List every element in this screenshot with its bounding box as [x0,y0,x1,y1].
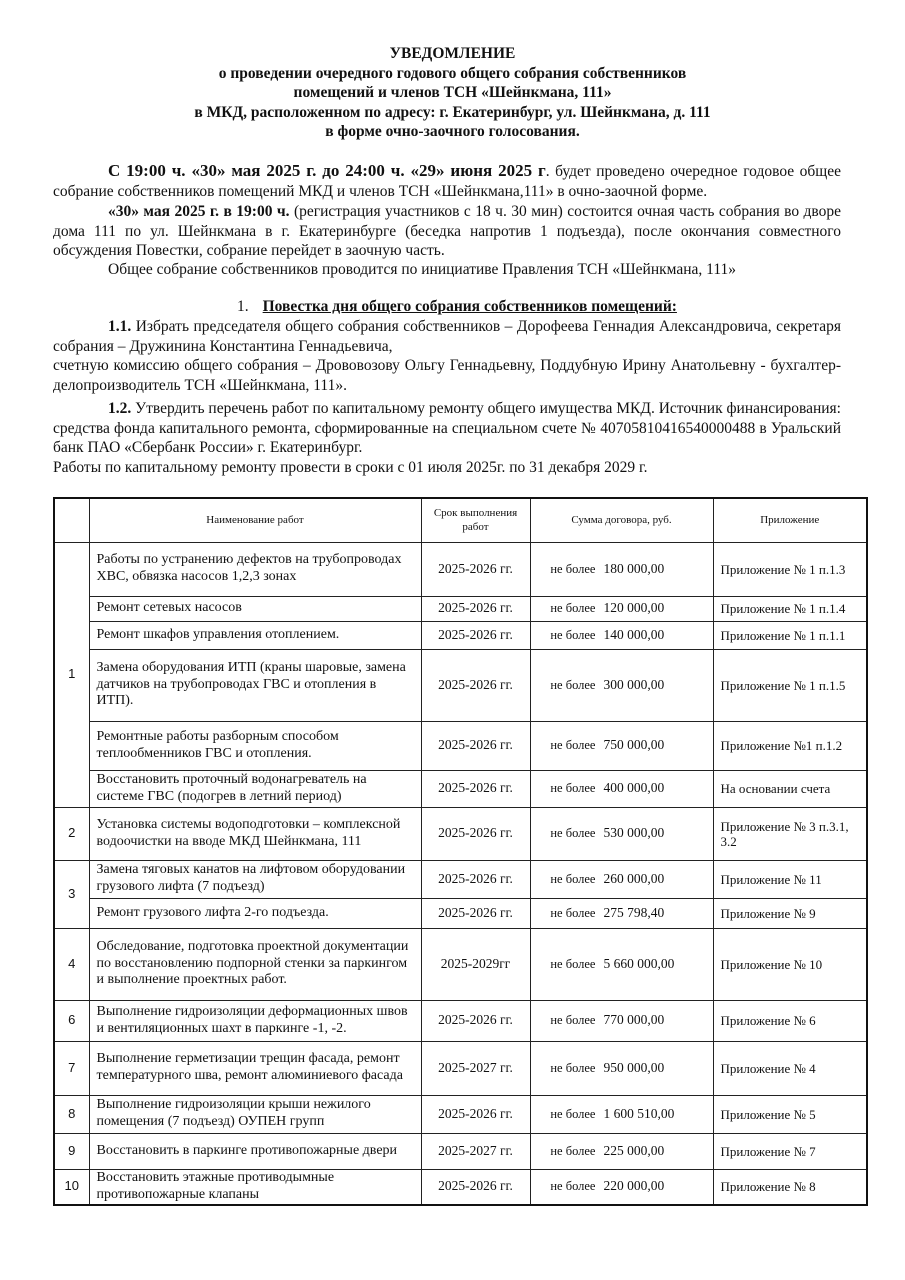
work-sum: 750 000,00 [603,737,665,753]
max-label: не более [550,1013,596,1028]
work-name: Обследование, подготовка проектной документации по восстановлению подпорной стенки за паркингом и выполнение проектных работ. [89,928,421,1000]
work-appendix: Приложение № 1 п.1.3 [713,542,867,596]
work-sum-cell [530,807,713,860]
intro-text: . будет проведено очередное годовое общее собрание собственников помещений МКД и членов ТСН «Шейнкмана,111» в очно-заочной форме. [53,163,841,200]
max-label: не более [550,1060,596,1075]
work-term: 2025-2026 гг. [421,621,530,649]
work-sum-cell [530,1000,713,1041]
work-term: 2025-2026 гг. [421,898,530,928]
agenda-title: Повестка дня общего собрания собственников помещений: [262,298,677,315]
work-sum-cell [530,1133,713,1169]
work-term: 2025-2026 гг. [421,649,530,721]
work-sum-cell [530,649,713,721]
header-appendix: Приложение [713,498,867,542]
max-label: не более [550,905,596,920]
work-sum-cell [530,860,713,898]
table-row [54,807,867,860]
header-term: Срок выполнения работ [421,498,530,542]
work-term: 2025-2026 гг. [421,1095,530,1133]
work-sum: 300 000,00 [603,676,665,692]
item-text: Утвердить перечень работ по капитальному ремонту общего имущества МКД. Источник финансирования: средства фонда капитального ремонта, сформированные на специальном счете № 40705810416540000488 в Уральский банк ПАО «Сбербанк России» г. Екатеринбург. [53,400,841,457]
table-row [54,1095,867,1133]
notice-subtitle-line: помещений и членов ТСН «Шейнкмана, 111» [293,84,612,101]
work-name: Работы по устранению дефектов на трубопроводах ХВС, обвязка насосов 1,2,3 зонах [89,542,421,596]
work-appendix: Приложение № 9 [713,898,867,928]
work-name: Выполнение гидроизоляции деформационных швов и вентиляционных шахт в паркинге -1, -2. [89,1000,421,1041]
max-label: не более [550,1143,596,1158]
row-number: 7 [54,1041,89,1095]
notice-title-block [60,44,845,142]
notice-subtitle-line: в форме очно-заочного голосования. [325,123,580,140]
work-name: Восстановить в паркинге противопожарные двери [89,1133,421,1169]
work-sum: 260 000,00 [603,870,665,886]
inperson-date: «30» мая 2025 г. в 19:00 ч. [108,203,290,220]
intro-paragraph-dates [53,161,841,201]
row-number: 9 [54,1133,89,1169]
max-label: не более [550,738,596,753]
agenda-item-1-2 [53,399,841,477]
work-sum: 220 000,00 [603,1178,665,1194]
work-appendix: Приложение № 6 [713,1000,867,1041]
work-name: Ремонт шкафов управления отоплением. [89,621,421,649]
work-appendix: Приложение № 1 п.1.5 [713,649,867,721]
intro-text: (регистрация участников с 18 ч. 30 мин) состоится очная часть собрания во дворе дома 111 по ул. Шейнкмана в г. Екатеринбурге (беседка напротив 1 подъезда), после окончания совместного обсуждения Повестки, собрание перейдет в заочную часть. [53,203,842,260]
work-sum-cell [530,898,713,928]
work-sum: 950 000,00 [603,1059,665,1075]
work-sum: 275 798,40 [603,904,665,920]
work-sum: 5 660 000,00 [603,955,675,971]
table-row [54,721,867,770]
work-term: 2025-2026 гг. [421,1000,530,1041]
row-number: 8 [54,1095,89,1133]
work-name: Восстановить проточный водонагреватель на системе ГВС (подогрев в летний период) [89,770,421,807]
work-term: 2025-2026 гг. [421,721,530,770]
meeting-period: С 19:00 ч. «30» мая 2025 г. до 24:00 ч. «29» июня 2025 г [108,161,546,180]
work-term: 2025-2026 гг. [421,770,530,807]
header-name: Наименование работ [89,498,421,542]
row-number: 10 [54,1169,89,1205]
table-row [54,649,867,721]
max-label: не более [550,627,596,642]
works-table [53,497,868,1206]
max-label: не более [550,871,596,886]
work-appendix: Приложение № 3 п.3.1, 3.2 [713,807,867,860]
table-row [54,898,867,928]
work-appendix: Приложение №1 п.1.2 [713,721,867,770]
work-term: 2025-2027 гг. [421,1041,530,1095]
work-name: Выполнение герметизации трещин фасада, ремонт температурного шва, ремонт алюминиевого фасада [89,1041,421,1095]
work-name: Установка системы водоподготовки – комплексной водоочистки на вводе МКД Шейнкмана, 111 [89,807,421,860]
table-row [54,1000,867,1041]
work-term: 2025-2027 гг. [421,1133,530,1169]
max-label: не более [550,677,596,692]
work-sum-cell [530,928,713,1000]
work-term: 2025-2026 гг. [421,860,530,898]
work-appendix: На основании счета [713,770,867,807]
item-text: Работы по капитальному ремонту провести в сроки с 01 июля 2025г. по 31 декабря 2029 г. [53,458,648,476]
work-appendix: Приложение № 1 п.1.1 [713,621,867,649]
work-appendix: Приложение № 4 [713,1041,867,1095]
table-row [54,596,867,621]
work-appendix: Приложение № 5 [713,1095,867,1133]
work-name: Ремонт грузового лифта 2-го подъезда. [89,898,421,928]
intro-paragraph-inperson [53,202,841,261]
max-label: не более [550,1106,596,1121]
work-sum-cell [530,596,713,621]
work-name: Ремонт сетевых насосов [89,596,421,621]
table-row [54,542,867,596]
work-appendix: Приложение № 7 [713,1133,867,1169]
work-name: Ремонтные работы разборным способом теплообменников ГВС и отопления. [89,721,421,770]
max-label: не более [550,561,596,576]
work-name: Замена тяговых канатов на лифтовом оборудовании грузового лифта (7 подъезд) [89,860,421,898]
item-text: Избрать председателя общего собрания собственников – Дорофеева Геннадия Александровича, секретаря собрания – Дружинина Константина Геннадьевича, [53,318,841,355]
table-row [54,928,867,1000]
agenda-number: 1. [237,298,249,315]
work-term: 2025-2029гг [421,928,530,1000]
table-row [54,1041,867,1095]
item-number: 1.1. [108,318,132,335]
work-term: 2025-2026 гг. [421,596,530,621]
work-term: 2025-2026 гг. [421,807,530,860]
work-sum-cell [530,1095,713,1133]
work-name: Выполнение гидроизоляции крыши нежилого помещения (7 подъезд) ОУПЕН групп [89,1095,421,1133]
work-sum: 770 000,00 [603,1012,665,1028]
work-sum: 140 000,00 [603,626,665,642]
work-appendix: Приложение № 8 [713,1169,867,1205]
work-appendix: Приложение № 10 [713,928,867,1000]
work-name: Замена оборудования ИТП (краны шаровые, замена датчиков на трубопроводах ГВС и отопления в ИТП). [89,649,421,721]
work-sum: 225 000,00 [603,1142,665,1158]
intro-paragraph-initiative: Общее собрание собственников проводится по инициативе Правления ТСН «Шейнкмана, 111» [108,261,737,278]
work-term: 2025-2026 гг. [421,1169,530,1205]
work-appendix: Приложение № 11 [713,860,867,898]
max-label: не более [550,826,596,841]
work-sum-cell [530,621,713,649]
notice-subtitle-line: о проведении очередного годового общего собрания собственников [218,64,687,82]
item-number: 1.2. [108,400,132,417]
work-sum-cell [530,1041,713,1095]
agenda-heading [237,297,677,316]
work-term: 2025-2026 гг. [421,542,530,596]
work-name: Восстановить этажные противодымные противопожарные клапаны [89,1169,421,1205]
row-number: 4 [54,928,89,1000]
max-label: не более [550,1179,596,1194]
work-sum-cell [530,542,713,596]
row-number: 1 [54,542,89,807]
work-appendix: Приложение № 1 п.1.4 [713,596,867,621]
table-row [54,1169,867,1205]
max-label: не более [550,781,596,796]
table-row [54,770,867,807]
work-sum-cell [530,770,713,807]
agenda-item-1-1 [53,317,841,395]
work-sum: 180 000,00 [603,560,665,576]
work-sum-cell [530,721,713,770]
work-sum: 120 000,00 [603,600,665,616]
header-sum: Сумма договора, руб. [530,498,713,542]
table-row [54,621,867,649]
notice-subtitle-line: в МКД, расположенном по адресу: г. Екатеринбург, ул. Шейнкмана, д. 111 [194,103,711,121]
max-label: не более [550,956,596,971]
item-text: счетную комиссию общего собрания – Дрововозову Ольгу Геннадьевну, Поддубную Ирину Анатольевну - бухгалтер-делопроизводитель ТСН «Шейнкмана, 111». [53,357,841,394]
table-row [54,1133,867,1169]
work-sum: 530 000,00 [603,825,665,841]
table-row [54,860,867,898]
table-header-row [54,498,867,542]
work-sum: 1 600 510,00 [603,1105,675,1121]
work-sum-cell [530,1169,713,1205]
row-number: 2 [54,807,89,860]
max-label: не более [550,601,596,616]
row-number: 3 [54,860,89,928]
row-number: 6 [54,1000,89,1041]
notice-heading: УВЕДОМЛЕНИЕ [389,45,516,62]
header-number [54,498,89,542]
work-sum: 400 000,00 [603,780,665,796]
